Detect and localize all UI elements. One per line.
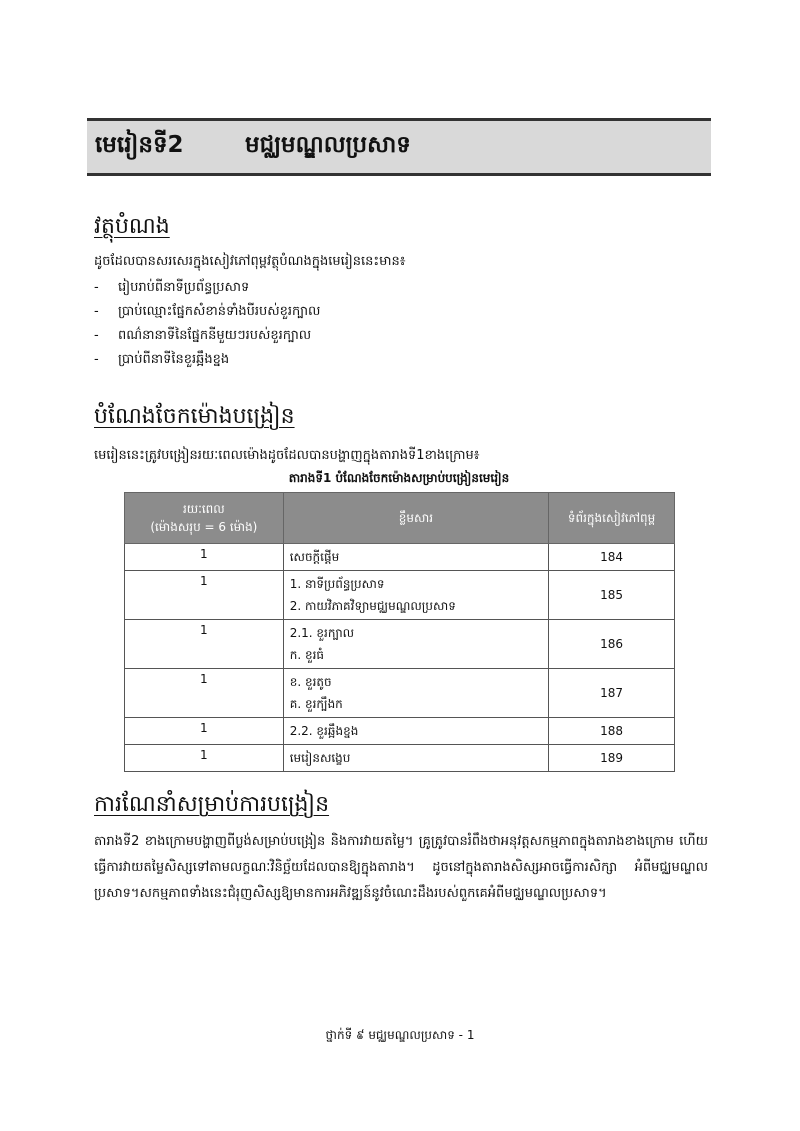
page-footer: ថ្នាក់ទី ៩ មជ្ឈមណ្ឌលប្រសាទ - 1: [325, 1028, 475, 1042]
table-header-row: [125, 493, 675, 544]
lesson-title-banner: [87, 118, 711, 176]
table-caption: តារាងទី1 បំណែងចែកម៉ោងសម្រាប់បង្រៀនមេរៀន: [288, 471, 510, 485]
table-row: 1 សេចក្ដីផ្ដើម 184: [125, 544, 675, 571]
schedule-heading: បំណែងចែកម៉ោងបង្រៀន: [94, 404, 295, 429]
list-item: - រៀបរាប់ពីនាទីប្រព័ន្ធប្រសាទ: [94, 280, 250, 295]
header-period: រយៈពេល (ម៉ោងសរុប = 6 ម៉ោង): [125, 493, 284, 544]
table-row: 1 ខ. ខួរតូច គ. ខួរក្បឹងក 187: [125, 669, 675, 718]
table-row: 1 2.1. ខួរក្បាល ក. ខួរធំ 186: [125, 620, 675, 669]
table-row: 1 1. នាទីប្រព័ន្ធប្រសាទ 2. កាយវិភាគវិទ្យាមជ្ឈមណ្ឌលប្រសាទ 185: [125, 571, 675, 620]
list-item: - ប្រាប់ឈ្មោះផ្នែកសំខាន់ទាំងបីរបស់ខួរក្បាល: [94, 304, 321, 319]
objectives-heading: វត្ថុបំណង: [94, 214, 170, 239]
lesson-title: មជ្ឈមណ្ឌលប្រសាទ: [245, 131, 411, 158]
schedule-intro: មេរៀននេះត្រូវបង្រៀនរយៈពេលម៉ោងដូចដែលបានបង្ហាញក្នុងតារាងទី1ខាងក្រោម៖: [94, 448, 480, 463]
objectives-intro: ដូចដែលបានសរសេរក្នុងសៀវភៅពុម្ពវត្ថុបំណងក្នុងមេរៀននេះមាន៖: [94, 254, 406, 269]
table-row: 1 មេរៀនសង្ខេប 189: [125, 745, 675, 772]
objectives-list: [94, 276, 320, 372]
list-item: - ប្រាប់ពីនាទីនៃខួរឆ្អឹងខ្នង: [94, 352, 230, 367]
list-item: - ពណ៌នានាទីនៃផ្នែកនីមួយៗរបស់ខួរក្បាល: [94, 328, 312, 343]
header-page: ទំព័រក្នុងសៀវភៅពុម្ព: [549, 493, 675, 544]
guidance-paragraph: តារាងទី2 ខាងក្រោមបង្ហាញពីប្លង់សម្រាប់បង្រៀន និងការវាយតម្លៃ។ គ្រូត្រូវបានរំពឹងថាអនុវត្តសកម្មភាពក្នុងតារាងខាងក្រោម ហើយធ្វើការវាយតម្លៃសិស្សទៅតាមលក្ខណៈវិនិច្ឆ័យដែលបានឱ្យក្នុងតារាង។ ដូចនៅក្នុងតារាងសិស្សអាចធ្វើការសិក្សា អំពីមជ្ឈមណ្ឌលប្រសាទ។សកម្មភាពទាំងនេះជំរុញសិស្សឱ្យមានការអភិវឌ្ឍន៍នូវចំណេះដឹងរបស់ពួកគេអំពីមជ្ឈមណ្ឌលប្រសាទ។: [94, 834, 708, 901]
lesson-number: មេរៀនទី2: [95, 131, 184, 158]
header-content: ខ្លឹមសារ: [283, 493, 548, 544]
schedule-table: [124, 492, 675, 772]
table-row: 1 2.2. ខួរឆ្អឹងខ្នង 188: [125, 718, 675, 745]
guidance-heading: ការណែនាំសម្រាប់ការបង្រៀន: [94, 792, 330, 817]
